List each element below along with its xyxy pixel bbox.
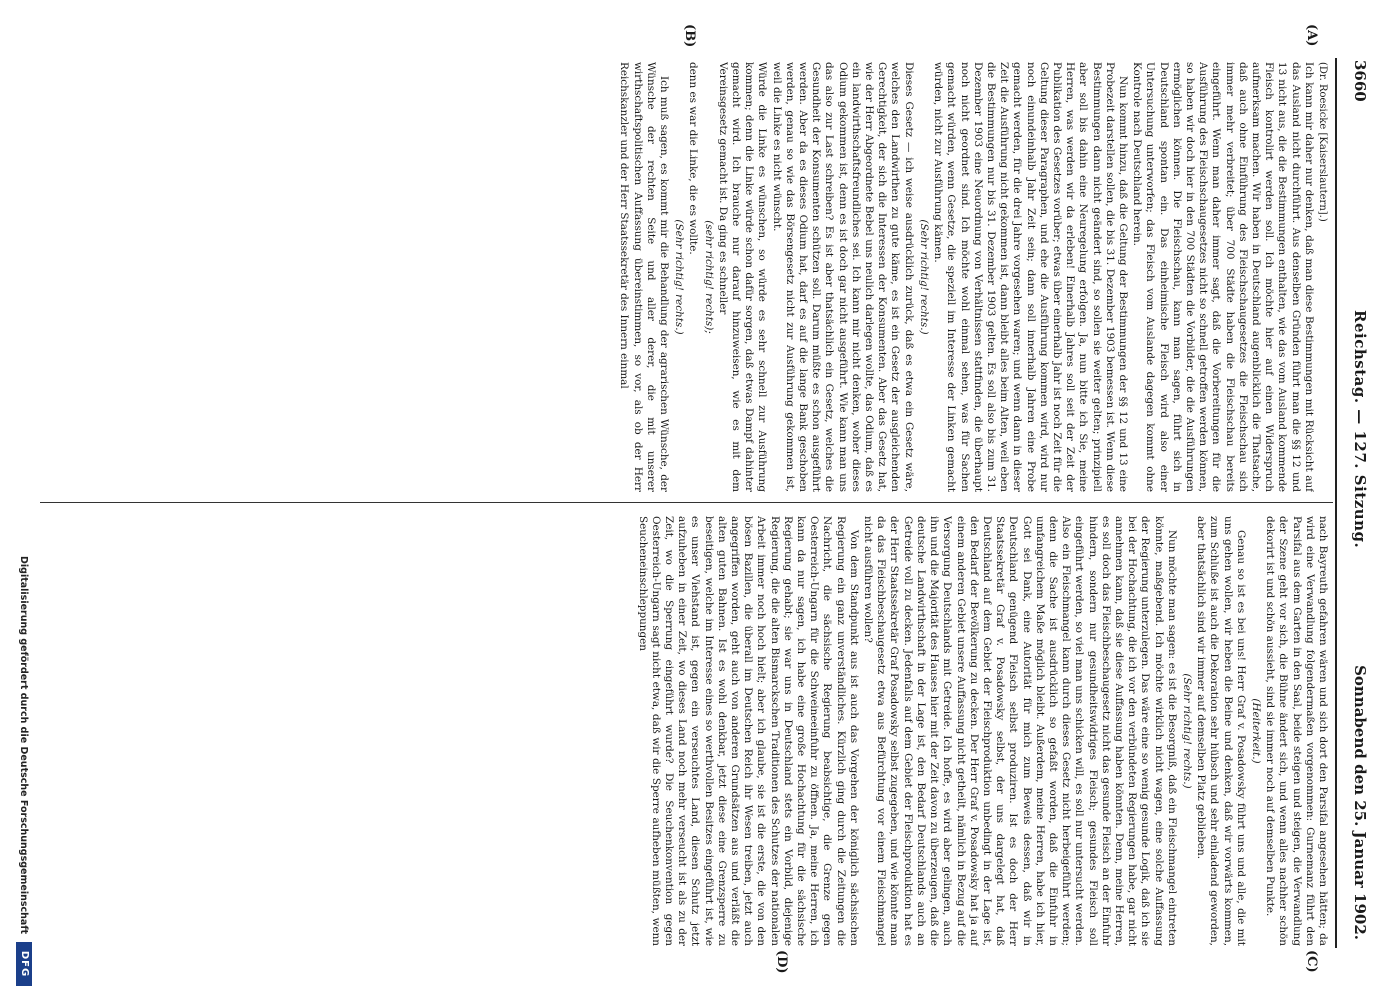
column-divider — [40, 502, 1333, 503]
margin-marker-b: (B) — [682, 24, 697, 48]
interjection: (sehr richtig! rechts); — [702, 220, 715, 334]
header-rule — [1335, 58, 1337, 948]
paragraph: Würde die Linke es wünschen, so würde es sehr schnell zur Ausführung kommen; denn die Linke würde schon dafür sorgen, daß etwas Dampf dahinter gemacht wird. Ich brauche nur darauf hinzuweisen, wie es mit dem Vereinsgesetz gemacht ist. Da ging es schneller — [716, 62, 769, 492]
paragraph: denn es war die Linke, die es wollte. — [687, 62, 700, 255]
paragraph: Von dem Standpunkt aus ist auch das Vorgehen der königlich sächsischen Regierung ein ganz unverständliches. Kürzlich ging durch die Zeitungen die Nachricht, die sächsische Regierung beabsichtige, die Grenze gegen Oesterreich-Ungarn für die Schweineeinfuhr zu öffnen. Ja, meine Herren, ich kann da nur sagen, ich habe eine große Hochachtung für die sächsische Regierung gehabt; sie war uns in Deutschland stets ein Vorbild, diejenige Regierung, die die alten Bismarckschen Traditionen des Schutzes der nationalen Arbeit immer noch hoch hielt; aber ich glaube, sie ist die erste, die von den bösen Bazillen, die überall im Deutschen Reich ihr Wesen treiben, jetzt auch angegriffen worden, geht auch von anderen Grundsätzen aus und verläßt die alten guten Bahnen. Ist es wohl denkbar, jetzt diese eine Grenzsperre zu beseitigen, welche im Interesse eines so werthvollen Besitzes eingeführt ist, wie es unser Viehstand ist, gegen ein verseuchtes Land, diesen Schutz jetzt aufzuheben in einer Zeit, wo dieses Land noch mehr verseucht ist als zu der Zeit, wo die Sperrung eingeführt wurde? Die Seuchenkonvention gegen Oesterreich-Ungarn sagt nicht etwa, daß wir die Sperre aufheben müßten, wenn Seucheneinschleppungen — [636, 516, 860, 946]
paragraph: nach Bayreuth gefahren wären und sich dort den Parsifal angesehen hätten; da wird eine Verwandlung folgendermaßen vorgenommen: Gurnemanz führt den Parsifal aus dem Garten in den Saal, beide steigen und steigen, die Verwandlung der Szene geht vor sich, die Bühne ändert sich, und wenn alles nachher schön dekorirt ist und schön aussieht, sind sie immer noch auf demselben Punkte. — [1264, 516, 1329, 946]
running-head — [1339, 50, 1375, 950]
speaker-attribution: (Dr. Roesicke [Kaiserslautern].) — [1317, 62, 1328, 222]
digitization-credit — [3, 0, 33, 1000]
left-column — [29, 62, 1329, 492]
right-column — [29, 516, 1329, 946]
paragraph: Ich kann mir daher nur denken, daß man diese Bestimmungen mit Rücksicht auf das Ausland nicht durchführt. Aus denselben Gründen führt man die §§ 12 und 13 nicht aus, die die Bestimmungen enthalten, wie das vom Ausland kommende Fleisch kontrolirt werden soll. Ich möchte hier auf einen Widerspruch aufmerksam machen. Wir haben in Deutschland augenblicklich die Thatsache, daß auch ohne Einführung des Fleischschaugesetzes die Fleischschau sich immer mehr verbreitet; über 700 Städte haben die Fleischschau bereits eingeführt. Wenn man daher immer sagt, daß die Vorbereitungen für die Ausführung des Fleischschaugesetzes nicht so schnell getroffen werden können, so haben wir doch hier in den 700 Städten die Vorbilder, die die Ausführungen ermöglichen können. Die Fleischschau, kann man sagen, führt sich in Deutschland spontan ein. Das einheimische Fleisch wird also einer Untersuchung unterworfen; das Fleisch vom Auslande dagegen kommt ohne Kontrole nach Deutschland herein. — [1131, 62, 1315, 492]
paragraph: Ich muß sagen, es kommt mir die Behandlung der agrarischen Wünsche, der Wünsche der rechten Seite und aller derer, die mit unserer wirthschaftspolitischen Auffassung übereinstimmen, so vor, als ob der Herr Reichskanzler und der Herr Staatssekretär des Innern einmal — [618, 62, 671, 492]
session-date: Sonnabend den 25. Januar 1902. — [1351, 665, 1369, 940]
credit-text: Digitalisierung gefördert durch die Deutsche Forschungsgemeinschaft — [18, 556, 29, 934]
margin-marker-c: (C) — [1304, 950, 1319, 973]
interjection: (Sehr richtig! rechts.) — [673, 219, 686, 335]
margin-marker-d: (D) — [774, 950, 789, 974]
interjection: (Heiterkeit.) — [1249, 698, 1262, 764]
page-number: 3660 — [1351, 60, 1369, 102]
paragraph: Genau so ist es bei uns! Herr Graf v. Posadowsky führt uns und alle, die mit uns gehen wollen, wir heben die Beine und denken, daß wir vorwärts kommen, zum Schluße ist auch die Dekoration sehr hübsch und sehr einladend geworden, aber thatsächlich sind wir immer auf demselben Platz geblieben. — [1195, 516, 1247, 946]
interjection: (Sehr richtig! rechts.) — [917, 219, 930, 335]
margin-marker-a: (A) — [1304, 24, 1319, 47]
dfg-logo: DFG — [16, 942, 32, 986]
interjection: (Sehr richtig! rechts.) — [1180, 673, 1193, 789]
paragraph: Nun kommt hinzu, daß die Geltung der Bestimmungen der §§ 12 und 13 eine Probezeit darstellen sollen, die bis 31. Dezember 1903 bemessen ist. Wenn diese Bestimmungen dann nicht geändert sind, so sollen sie weiter gelten; prinzipiell aber soll bis dahin eine Neuregelung erfolgen. Ja, nun bitte ich Sie, meine Herren, was werden wir da erleben! Einerhalb Jahres soll seit der Zeit der Publikation des Gesetzes vorüber; etwas über einerhalb Jahr ist noch Zeit für die Geltung dieser Paragraphen, und ehe die Ausführung kommen wird, wird nur noch einundeinhalb Jahr Zeit sein; dann soll innerhalb Jahren eine Probe gemacht werden, für die drei Jahre vorgesehen waren; und wenn dann in dieser Zeit die Ausführung nicht gekommen ist, dann bleibt alles beim Alten, weil eben die Bestimmungen nur bis 31. Dezember 1903 gelten. Es soll also bis zum 31. Dezember 1903 eine Neuordnung von Verhältnissen stattfinden, die überhaupt noch nicht geordnet sind. Ich möchte wohl einmal sehen, was für Sachen gemacht würden, wenn Gesetze, die speziell im Interesse der Linken gemacht würden, nicht zur Ausführung kämen. — [932, 62, 1129, 492]
paragraph: Dieses Gesetz — ich weise ausdrücklich zurück, daß es etwa ein Gesetz wäre, welches den Landwirthen zu gute käme, es ist ein Gesetz der ausgleichenden Gerechtigkeit, der sich die Interessen der Konsumenten. Aber das Gesetz hat, wie der Herr Abgeordnete Bebel uns neulich darlegen wollte, das Odium, daß es ein landwirthschaftsfreundliches sei. Ich kann mir nicht denken, woher dieses Odium gekommen ist, denn es ist doch gar nicht ausgeführt. Wie kann man uns das also zur Last schreiben? Es ist aber thatsächlich ein Gesetz, welches die Gesundheit der Konsumenten schützen soll. Darum müßte es schon ausgeführt werden. Aber da es dieses Odium hat, darf es auf die lange Bank geschoben werden, genau so wie das Börsengesetz nicht zur Ausführung gekommen ist, weil die Linke es nicht wünscht. — [770, 62, 915, 492]
paragraph: Nun möchte man sagen: es ist die Besorgniß, daß ein Fleischmangel eintreten könnte, maßgebend. Ich möchte wirklich nicht wagen, eine solche Auffassung der Regierung unterzulegen. Das wäre eine so wenig gesunde Logik, daß ich sie bei der Hochachtung, die ich vor den verbündeten Regierungen habe, gar nicht annehmen kann, daß sie diese Auffassung haben könnten. Denn, meine Herren, es soll doch das Fleischbeschaugesetz nicht das gesunde Fleisch an der Einfuhr hindern, sondern nur gesundheitswidriges Fleisch; gesundes Fleisch soll eingeführt werden, so viel man uns schicken will, es soll nur untersucht werden. Also ein Fleischmangel kann durch dieses Gesetz nicht herbeigeführt werden; denn die Sache ist ausdrücklich so gefaßt worden, daß die Einfuhr in umfangreichem Maße möglich bleibt. Außerdem, meine Herren, habe ich hier, Gott sei Dank, eine Autorität für mich zum Beweis dessen, daß wir in Deutschland genügend Fleisch selbst produziren. Ist es doch der Herr Staatssekretär Graf v. Posadowsky selbst, der uns dargelegt hat, daß Deutschland auf dem Gebiet der Fleischproduktion unbedingt in der Lage ist, den Bedarf der Bevölkerung zu decken. Der Herr Graf v. Posadowsky hat ja auf einem anderen Gebiet unsere Auffassung nicht getheilt, nämlich in Bezug auf die Versorgung Deutschlands mit Getreide. Ich hoffe, es wird aber gelingen, auch ihn und die Majorität des Hauses hier mit der Zeit davon zu überzeugen, daß die deutsche Landwirthschaft in der Lage ist, den Bedarf Deutschlands auch an Getreide voll zu decken. Jedenfalls auf dem Gebiet der Fleischproduktion hat es der Herr Staatssekretär Graf Posadowsky selbst zugegeben, und wie könnte man da das Fleischbeschaugesetz etwa aus Befürchtung vor einem Fleischmangel nicht ausführen wollen? — [862, 516, 1178, 946]
session-title: Reichstag. — 127. Sitzung. — [1351, 310, 1369, 549]
